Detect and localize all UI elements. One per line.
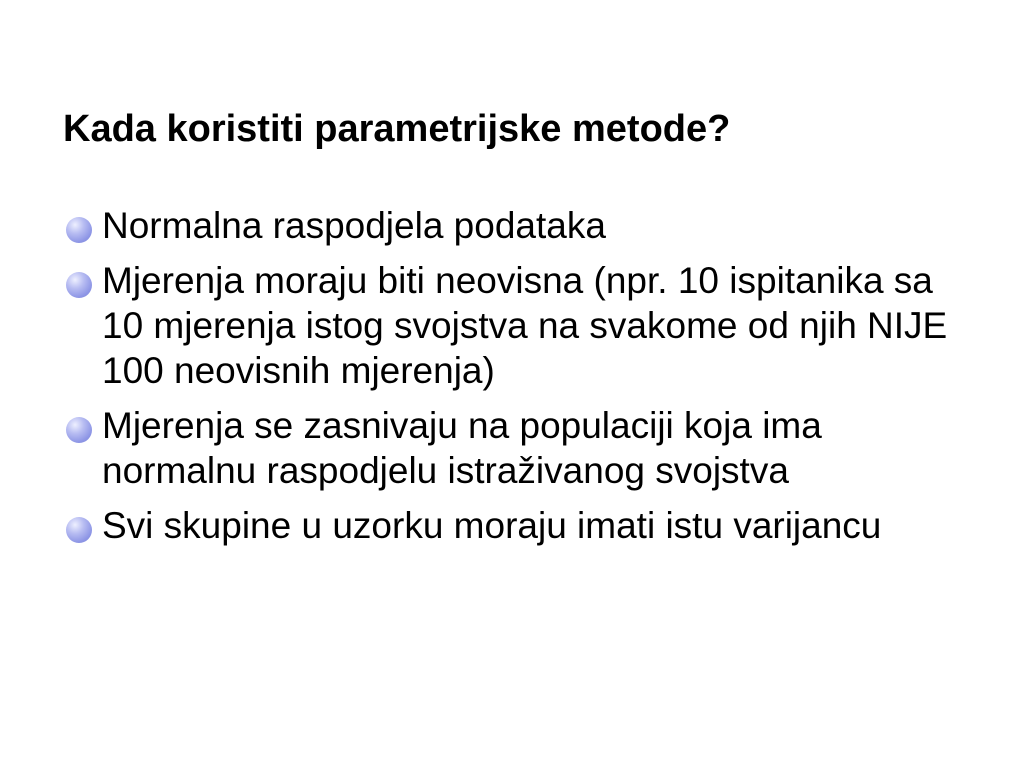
bullet-dot-icon (66, 217, 92, 243)
bullet-text: Svi skupine u uzorku moraju imati istu varijancu (102, 505, 882, 546)
bullet-text: Mjerenja se zasnivaju na populaciji koja ima normalnu raspodjelu istraživanog svojstva (102, 405, 822, 491)
bullet-dot-icon (66, 417, 92, 443)
slide-title: Kada koristiti parametrijske metode? (63, 108, 731, 150)
bullet-dot-icon (66, 517, 92, 543)
bullet-list (63, 203, 963, 558)
bullet-item (63, 258, 963, 393)
bullet-item (63, 403, 963, 493)
bullet-dot-icon (66, 272, 92, 298)
bullet-item (63, 503, 963, 548)
bullet-item (63, 203, 963, 248)
bullet-text: Normalna raspodjela podataka (102, 205, 606, 246)
bullet-text: Mjerenja moraju biti neovisna (npr. 10 ispitanika sa 10 mjerenja istog svojstva na svakome od njih NIJE 100 neovisnih mjerenja) (102, 260, 948, 391)
